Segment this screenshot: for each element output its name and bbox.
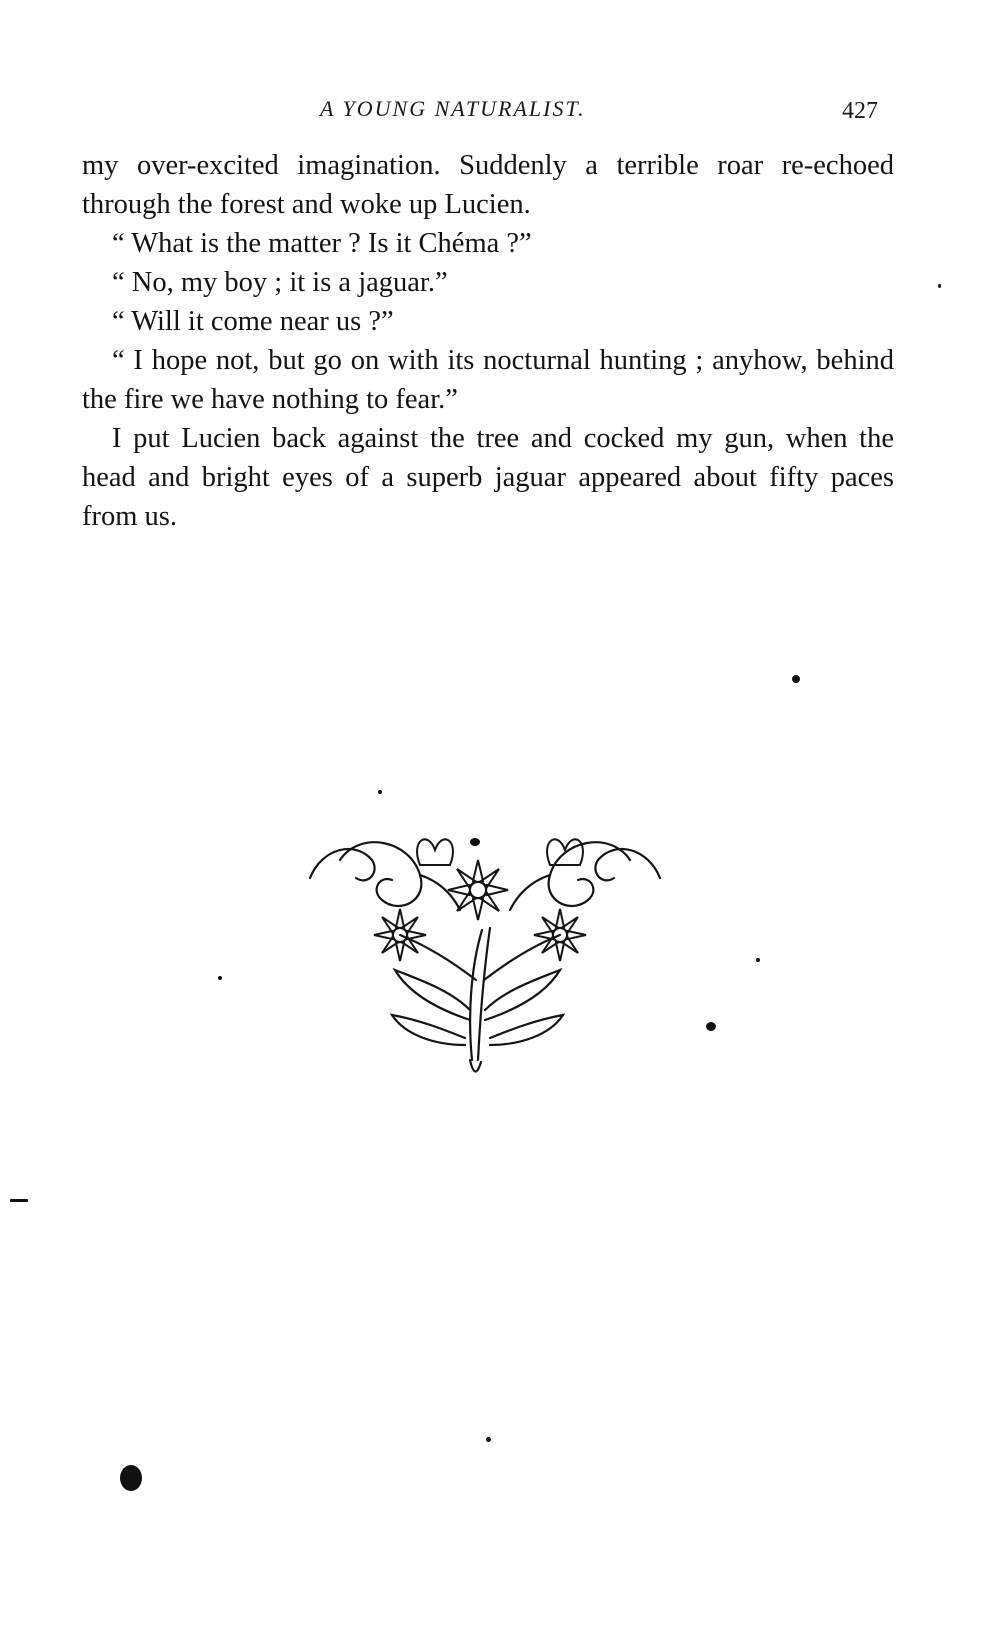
ink-speck [378, 790, 382, 794]
ink-speck [756, 958, 760, 962]
running-head [0, 96, 996, 136]
paragraph: my over-excited imagination. Suddenly a terrible roar re-echoed through the forest and woke up Lucien. [82, 150, 894, 220]
ink-speck [938, 284, 941, 288]
paragraph: “ What is the matter ? Is it Chéma ?” [112, 228, 532, 259]
running-title: A YOUNG NATURALIST. [320, 96, 586, 121]
paragraph: “ Will it come near us ?” [112, 306, 394, 337]
ink-speck [120, 1465, 142, 1491]
ink-speck [470, 838, 480, 846]
floral-tailpiece-icon [300, 820, 670, 1120]
body-text [82, 146, 894, 536]
ink-speck [486, 1437, 491, 1442]
paragraph: “ No, my boy ; it is a jaguar.” [112, 267, 448, 298]
ink-speck [218, 976, 222, 980]
paragraph: I put Lucien back against the tree and cocked my gun, when the head and bright eyes of a superb jaguar appeared about fifty paces from us. [82, 423, 894, 532]
page-number: 427 [842, 98, 878, 124]
ink-dash [10, 1199, 28, 1202]
ink-speck [792, 675, 800, 683]
paragraph: “ I hope not, but go on with its nocturnal hunting ; anyhow, behind the fire we have nothing to fear.” [82, 345, 894, 415]
ink-speck [706, 1022, 716, 1031]
